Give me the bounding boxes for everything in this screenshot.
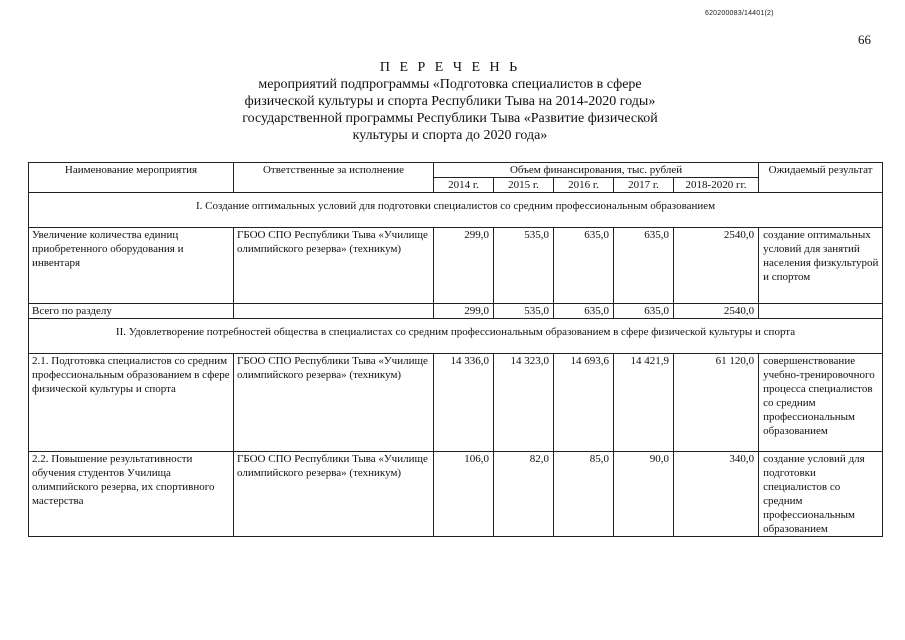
empty-cell	[759, 304, 883, 319]
measure-name: 2.1. Подготовка специалистов со средним профессиональным образованием в сфере физической культуры и спорта	[29, 354, 234, 452]
value-cell: 2540,0	[674, 304, 759, 319]
measure-result: создание оптимальных условий для занятий населения физкультурой и спортом	[759, 228, 883, 304]
section-title: II. Удовлетворение потребностей общества в специалистах со средним профессиональным образованием в сфере физической культуры и спорта	[29, 319, 883, 354]
table-row	[29, 452, 883, 537]
value-cell: 90,0	[614, 452, 674, 537]
section-title: I. Создание оптимальных условий для подготовки специалистов со средним профессиональным образованием	[29, 193, 883, 228]
header-year: 2017 г.	[614, 178, 674, 193]
title-line: мероприятий подпрограммы «Подготовка специалистов в сфере	[258, 77, 642, 92]
total-row	[29, 304, 883, 319]
value-cell: 635,0	[554, 304, 614, 319]
value-cell: 14 323,0	[494, 354, 554, 452]
title-line: государственной программы Республики Тыва «Развитие физической	[242, 111, 658, 126]
title-heading: П Е Р Е Ч Е Н Ь	[379, 60, 521, 75]
header-row	[29, 163, 883, 178]
document-id: 620200083/14401(2)	[705, 10, 774, 17]
header-year: 2018-2020 гг.	[674, 178, 759, 193]
value-cell: 340,0	[674, 452, 759, 537]
page-number: 66	[858, 32, 871, 47]
header-funding: Объем финансирования, тыс. рублей	[434, 163, 759, 178]
total-label: Всего по разделу	[29, 304, 234, 319]
value-cell: 82,0	[494, 452, 554, 537]
measures-table	[28, 162, 883, 537]
measure-name: Увеличение количества единиц приобретенного оборудования и инвентаря	[29, 228, 234, 304]
section-row	[29, 319, 883, 354]
value-cell: 14 693,6	[554, 354, 614, 452]
header-result: Ожидаемый результат	[759, 163, 883, 193]
value-cell: 14 336,0	[434, 354, 494, 452]
measure-responsible: ГБОО СПО Республики Тыва «Училище олимпийского резерва» (техникум)	[234, 228, 434, 304]
header-name: Наименование мероприятия	[29, 163, 234, 193]
value-cell: 535,0	[494, 304, 554, 319]
measure-responsible: ГБОО СПО Республики Тыва «Училище олимпийского резерва» (техникум)	[234, 354, 434, 452]
value-cell: 535,0	[494, 228, 554, 304]
value-cell: 635,0	[614, 304, 674, 319]
value-cell: 106,0	[434, 452, 494, 537]
value-cell: 85,0	[554, 452, 614, 537]
measure-result: совершенствование учебно-тренировочного процесса специалистов со средним профессиональным образованием	[759, 354, 883, 452]
measure-result: создание условий для подготовки специалистов со средним профессиональным образованием	[759, 452, 883, 537]
header-responsible: Ответственные за исполнение	[234, 163, 434, 193]
value-cell: 61 120,0	[674, 354, 759, 452]
value-cell: 635,0	[614, 228, 674, 304]
table-row	[29, 354, 883, 452]
value-cell: 14 421,9	[614, 354, 674, 452]
section-row	[29, 193, 883, 228]
measure-name: 2.2. Повышение результативности обучения студентов Училища олимпийского резерва, их спортивного мастерства	[29, 452, 234, 537]
title-line: физической культуры и спорта Республики Тыва на 2014-2020 годы»	[244, 94, 656, 109]
document-title	[200, 60, 700, 144]
value-cell: 299,0	[434, 228, 494, 304]
value-cell: 2540,0	[674, 228, 759, 304]
header-year: 2016 г.	[554, 178, 614, 193]
title-line: культуры и спорта до 2020 года»	[352, 128, 548, 143]
value-cell: 635,0	[554, 228, 614, 304]
empty-cell	[234, 304, 434, 319]
table-row	[29, 228, 883, 304]
value-cell: 299,0	[434, 304, 494, 319]
header-year: 2014 г.	[434, 178, 494, 193]
header-year: 2015 г.	[494, 178, 554, 193]
measure-responsible: ГБОО СПО Республики Тыва «Училище олимпийского резерва» (техникум)	[234, 452, 434, 537]
